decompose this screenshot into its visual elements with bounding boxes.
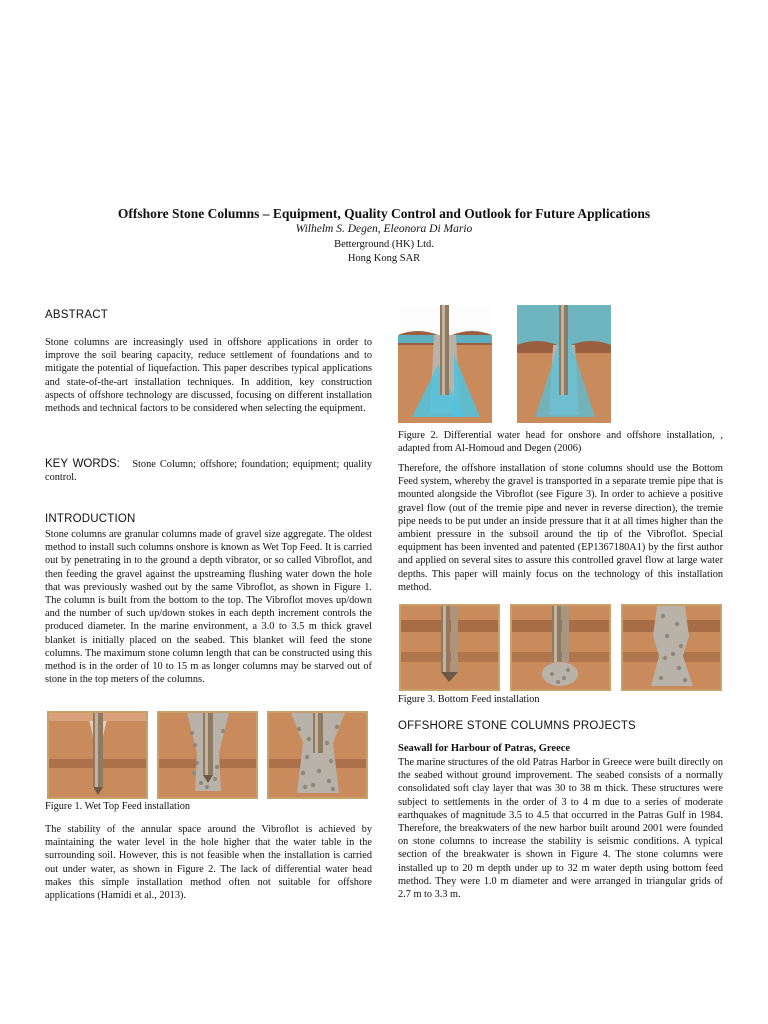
abstract-heading: ABSTRACT: [45, 309, 108, 321]
intro-paragraph-2: The stability of the annular space around the Vibroflot is achieved by maintaining the water level in the hole higher that the water table in the surrounding soil. However, this is not feasible when the installation is carried out under water, as shown in Figure 2. The lack of differential water head makes this simple installation method often not suitable for offshore applications (Hamidi et al., 2013).: [45, 824, 372, 902]
right-paragraph-2: The marine structures of the old Patras Harbor in Greece were built directly on the seabed without ground improvement. The seabed consists of a normally consolidated soft clay layer that was 30 to 38 m thick. These structures were subject to settlements in the order of 3 to 4 m due to a series of moderate earthquakes of magnitude 3.5 to 4.5 that occurred in the Patras Gulf in 1984. Therefore, the breakwaters of the new harbor built around 2001 were founded on stone columns to increase the stability is seismic conditions. A typical section of the breakwater is shown in Figure 4. The stone columns were installed up to 20 m depth under up to 32 m water depth using bottom feed method. They were 1.0 m diameter and were arranged in triangular grids of 2.7 m to 3.3 m.: [398, 757, 723, 901]
figure-3-caption: Figure 3. Bottom Feed installation: [398, 694, 540, 705]
abstract-text: Stone columns are increasingly used in offshore applications in order to improve the soil bearing capacity, reduce settlement of foundations and to mitigate the potential of liquefaction. This paper describes typical applications and state-of-the-art installation techniques. In addition, key construction aspects of offshore technology are discussed, focusing on different installation methods and technical factors to be considered when selecting the equipment.: [45, 337, 372, 415]
location: Hong Kong SAR: [347, 253, 421, 264]
figure-1-panel-a: [47, 711, 148, 799]
keywords-label: KEY WORDS:: [45, 458, 120, 470]
figure-2-onshore: [398, 305, 492, 423]
figure-3-panel-b: [510, 604, 611, 691]
paper-title: Offshore Stone Columns – Equipment, Quality Control and Outlook for Future Applications: [117, 206, 651, 221]
figure-1-caption: Figure 1. Wet Top Feed installation: [45, 801, 191, 812]
figure-1-panel-b: [157, 711, 258, 799]
introduction-heading: INTRODUCTION: [45, 513, 136, 525]
right-paragraph-1: Therefore, the offshore installation of stone columns should use the Bottom Feed system, whereby the gravel is transported in a separate tremie pipe that is mounted alongside the Vibroflot (see Figure 3). In order to achieve a positive gravel flow (out of the tremie pipe and never in reverse direction), the tremie pipe needs to be put under an inside pressure that it at all times higher than the ambient pressure in the subsoil around the tip of the Vibroflot. Special equipment has been invented and patented (EP1367180A1) by the first author and applied on several sites to assure this controlled gravel flow at large water depths. This paper will mainly focus on the technology of this installation method.: [398, 463, 723, 593]
figure-3-panel-a: [399, 604, 500, 691]
projects-heading: OFFSHORE STONE COLUMNS PROJECTS: [398, 720, 636, 732]
keywords: [45, 458, 372, 484]
figure-2-caption: Figure 2. Differential water head for onshore and offshore installation, , adapted from Al-Homoud and Degen (2006): [398, 430, 723, 455]
figure-1-panel-c: [267, 711, 368, 799]
affiliation: Betterground (HK) Ltd.: [334, 239, 434, 250]
intro-paragraph-1: Stone columns are granular columns made of gravel size aggregate. The oldest method to install such columns onshore is known as Wet Top Feed. It is carried out by penetrating in to the ground a depth vibrator, or so called Vibroflot, and then feeding the gravel against the upstreaming flushing water down the hole that was previously washed out by the same Vibroflot, as shown in Figure 1. The column is built from the bottom to the top. The Vibroflot moves up/down and the number of such up/down stokes in each depth increment controls the produced diameter. In the marine environment, a 3.0 to 3.5 m thick gravel blanket is initially placed on the seabed. This blanket will feed the stone columns. The maximum stone column length that can be constructed using this method is in the order of 10 to 15 m as longer columns may be starved out of stone in the top meters of the columns.: [45, 529, 372, 686]
figure-3-panel-c: [621, 604, 722, 691]
keywords-text: Stone Column; offshore; foundation; equipment; quality control.: [45, 459, 372, 484]
figure-2-offshore: [517, 305, 611, 423]
patras-heading: Seawall for Harbour of Patras, Greece: [398, 743, 571, 754]
authors: Wilhelm S. Degen, Eleonora Di Mario: [295, 223, 473, 235]
